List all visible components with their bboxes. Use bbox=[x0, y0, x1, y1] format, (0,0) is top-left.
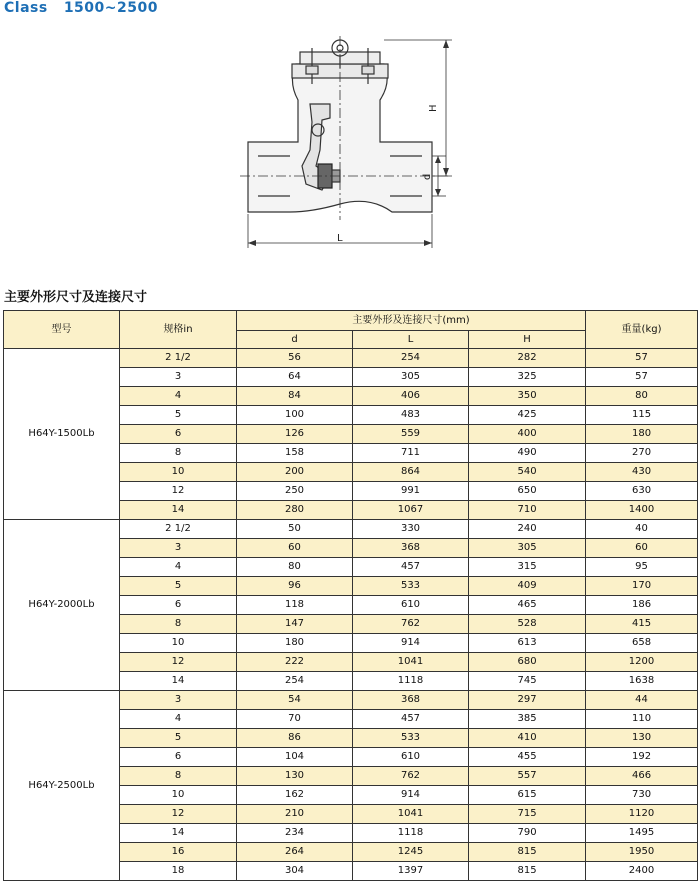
size-cell: 5 bbox=[120, 729, 237, 748]
size-cell: 14 bbox=[120, 501, 237, 520]
l-cell: 533 bbox=[353, 729, 469, 748]
d-cell: 304 bbox=[237, 862, 353, 881]
h-cell: 490 bbox=[469, 444, 586, 463]
l-cell: 1118 bbox=[353, 824, 469, 843]
weight-cell: 180 bbox=[586, 425, 698, 444]
weight-cell: 730 bbox=[586, 786, 698, 805]
d-cell: 250 bbox=[237, 482, 353, 501]
header-size: 规格in bbox=[120, 311, 237, 349]
header-d: d bbox=[237, 331, 353, 349]
weight-cell: 1200 bbox=[586, 653, 698, 672]
d-cell: 210 bbox=[237, 805, 353, 824]
h-cell: 240 bbox=[469, 520, 586, 539]
size-cell: 4 bbox=[120, 710, 237, 729]
l-cell: 457 bbox=[353, 558, 469, 577]
d-cell: 147 bbox=[237, 615, 353, 634]
h-cell: 528 bbox=[469, 615, 586, 634]
h-cell: 557 bbox=[469, 767, 586, 786]
l-cell: 330 bbox=[353, 520, 469, 539]
weight-cell: 40 bbox=[586, 520, 698, 539]
d-cell: 234 bbox=[237, 824, 353, 843]
class-range: 1500~2500 bbox=[63, 0, 158, 16]
table-row bbox=[4, 349, 698, 368]
h-cell: 410 bbox=[469, 729, 586, 748]
size-cell: 5 bbox=[120, 406, 237, 425]
l-cell: 1397 bbox=[353, 862, 469, 881]
d-cell: 104 bbox=[237, 748, 353, 767]
d-cell: 64 bbox=[237, 368, 353, 387]
weight-cell: 466 bbox=[586, 767, 698, 786]
valve-drawing bbox=[0, 0, 700, 260]
d-cell: 126 bbox=[237, 425, 353, 444]
weight-cell: 192 bbox=[586, 748, 698, 767]
size-cell: 10 bbox=[120, 634, 237, 653]
weight-cell: 1120 bbox=[586, 805, 698, 824]
weight-cell: 60 bbox=[586, 539, 698, 558]
d-cell: 280 bbox=[237, 501, 353, 520]
header-h: H bbox=[469, 331, 586, 349]
size-cell: 5 bbox=[120, 577, 237, 596]
size-cell: 14 bbox=[120, 824, 237, 843]
h-cell: 385 bbox=[469, 710, 586, 729]
h-cell: 615 bbox=[469, 786, 586, 805]
size-cell: 6 bbox=[120, 748, 237, 767]
size-cell: 2 1/2 bbox=[120, 349, 237, 368]
l-cell: 1118 bbox=[353, 672, 469, 691]
size-cell: 8 bbox=[120, 444, 237, 463]
size-cell: 3 bbox=[120, 691, 237, 710]
l-cell: 1067 bbox=[353, 501, 469, 520]
d-cell: 54 bbox=[237, 691, 353, 710]
d-cell: 100 bbox=[237, 406, 353, 425]
h-cell: 815 bbox=[469, 862, 586, 881]
h-cell: 650 bbox=[469, 482, 586, 501]
weight-cell: 1638 bbox=[586, 672, 698, 691]
h-cell: 455 bbox=[469, 748, 586, 767]
l-cell: 483 bbox=[353, 406, 469, 425]
section-title: 主要外形尺寸及连接尺寸 bbox=[4, 290, 148, 305]
weight-cell: 270 bbox=[586, 444, 698, 463]
l-cell: 406 bbox=[353, 387, 469, 406]
size-cell: 4 bbox=[120, 558, 237, 577]
l-cell: 762 bbox=[353, 767, 469, 786]
h-cell: 305 bbox=[469, 539, 586, 558]
weight-cell: 95 bbox=[586, 558, 698, 577]
d-cell: 180 bbox=[237, 634, 353, 653]
h-cell: 710 bbox=[469, 501, 586, 520]
header-dimensions: 主要外形及连接尺寸(mm) bbox=[237, 311, 586, 331]
h-cell: 745 bbox=[469, 672, 586, 691]
size-cell: 3 bbox=[120, 539, 237, 558]
size-cell: 4 bbox=[120, 387, 237, 406]
weight-cell: 44 bbox=[586, 691, 698, 710]
weight-cell: 430 bbox=[586, 463, 698, 482]
d-cell: 84 bbox=[237, 387, 353, 406]
l-cell: 914 bbox=[353, 786, 469, 805]
l-cell: 1245 bbox=[353, 843, 469, 862]
weight-cell: 170 bbox=[586, 577, 698, 596]
dimension-table bbox=[3, 310, 698, 881]
d-cell: 162 bbox=[237, 786, 353, 805]
size-cell: 2 1/2 bbox=[120, 520, 237, 539]
table-row bbox=[4, 520, 698, 539]
l-cell: 457 bbox=[353, 710, 469, 729]
header-model: 型号 bbox=[4, 311, 120, 349]
d-cell: 70 bbox=[237, 710, 353, 729]
size-cell: 12 bbox=[120, 482, 237, 501]
size-cell: 18 bbox=[120, 862, 237, 881]
h-cell: 409 bbox=[469, 577, 586, 596]
h-cell: 297 bbox=[469, 691, 586, 710]
l-cell: 559 bbox=[353, 425, 469, 444]
l-cell: 1041 bbox=[353, 805, 469, 824]
h-cell: 680 bbox=[469, 653, 586, 672]
weight-cell: 130 bbox=[586, 729, 698, 748]
h-cell: 325 bbox=[469, 368, 586, 387]
weight-cell: 630 bbox=[586, 482, 698, 501]
h-cell: 613 bbox=[469, 634, 586, 653]
l-cell: 762 bbox=[353, 615, 469, 634]
table-row bbox=[4, 691, 698, 710]
weight-cell: 57 bbox=[586, 349, 698, 368]
weight-cell: 110 bbox=[586, 710, 698, 729]
l-cell: 1041 bbox=[353, 653, 469, 672]
l-cell: 254 bbox=[353, 349, 469, 368]
header-weight: 重量(kg) bbox=[586, 311, 698, 349]
weight-cell: 186 bbox=[586, 596, 698, 615]
l-cell: 914 bbox=[353, 634, 469, 653]
dimension-h-label: H bbox=[428, 104, 439, 112]
class-label: Class bbox=[4, 0, 48, 16]
weight-cell: 1950 bbox=[586, 843, 698, 862]
h-cell: 400 bbox=[469, 425, 586, 444]
l-cell: 533 bbox=[353, 577, 469, 596]
d-cell: 200 bbox=[237, 463, 353, 482]
d-cell: 254 bbox=[237, 672, 353, 691]
d-cell: 118 bbox=[237, 596, 353, 615]
h-cell: 282 bbox=[469, 349, 586, 368]
weight-cell: 2400 bbox=[586, 862, 698, 881]
size-cell: 8 bbox=[120, 615, 237, 634]
weight-cell: 415 bbox=[586, 615, 698, 634]
d-cell: 130 bbox=[237, 767, 353, 786]
h-cell: 425 bbox=[469, 406, 586, 425]
h-cell: 715 bbox=[469, 805, 586, 824]
l-cell: 305 bbox=[353, 368, 469, 387]
model-cell: H64Y-2000Lb bbox=[4, 520, 120, 691]
d-cell: 96 bbox=[237, 577, 353, 596]
d-cell: 80 bbox=[237, 558, 353, 577]
size-cell: 10 bbox=[120, 786, 237, 805]
header-l: L bbox=[353, 331, 469, 349]
d-cell: 86 bbox=[237, 729, 353, 748]
h-cell: 790 bbox=[469, 824, 586, 843]
h-cell: 315 bbox=[469, 558, 586, 577]
weight-cell: 80 bbox=[586, 387, 698, 406]
model-cell: H64Y-2500Lb bbox=[4, 691, 120, 881]
d-cell: 60 bbox=[237, 539, 353, 558]
l-cell: 368 bbox=[353, 691, 469, 710]
size-cell: 16 bbox=[120, 843, 237, 862]
weight-cell: 115 bbox=[586, 406, 698, 425]
size-cell: 3 bbox=[120, 368, 237, 387]
model-cell: H64Y-1500Lb bbox=[4, 349, 120, 520]
l-cell: 368 bbox=[353, 539, 469, 558]
size-cell: 8 bbox=[120, 767, 237, 786]
size-cell: 10 bbox=[120, 463, 237, 482]
l-cell: 991 bbox=[353, 482, 469, 501]
d-cell: 56 bbox=[237, 349, 353, 368]
l-cell: 610 bbox=[353, 596, 469, 615]
weight-cell: 1400 bbox=[586, 501, 698, 520]
size-cell: 12 bbox=[120, 653, 237, 672]
l-cell: 711 bbox=[353, 444, 469, 463]
dimension-l-label: L bbox=[337, 233, 343, 244]
h-cell: 815 bbox=[469, 843, 586, 862]
d-cell: 158 bbox=[237, 444, 353, 463]
l-cell: 610 bbox=[353, 748, 469, 767]
size-cell: 6 bbox=[120, 425, 237, 444]
size-cell: 12 bbox=[120, 805, 237, 824]
h-cell: 465 bbox=[469, 596, 586, 615]
d-cell: 50 bbox=[237, 520, 353, 539]
size-cell: 6 bbox=[120, 596, 237, 615]
l-cell: 864 bbox=[353, 463, 469, 482]
weight-cell: 658 bbox=[586, 634, 698, 653]
size-cell: 14 bbox=[120, 672, 237, 691]
table-body bbox=[4, 349, 698, 881]
d-cell: 264 bbox=[237, 843, 353, 862]
weight-cell: 1495 bbox=[586, 824, 698, 843]
dimension-d-label: d bbox=[422, 173, 433, 180]
h-cell: 350 bbox=[469, 387, 586, 406]
h-cell: 540 bbox=[469, 463, 586, 482]
weight-cell: 57 bbox=[586, 368, 698, 387]
d-cell: 222 bbox=[237, 653, 353, 672]
